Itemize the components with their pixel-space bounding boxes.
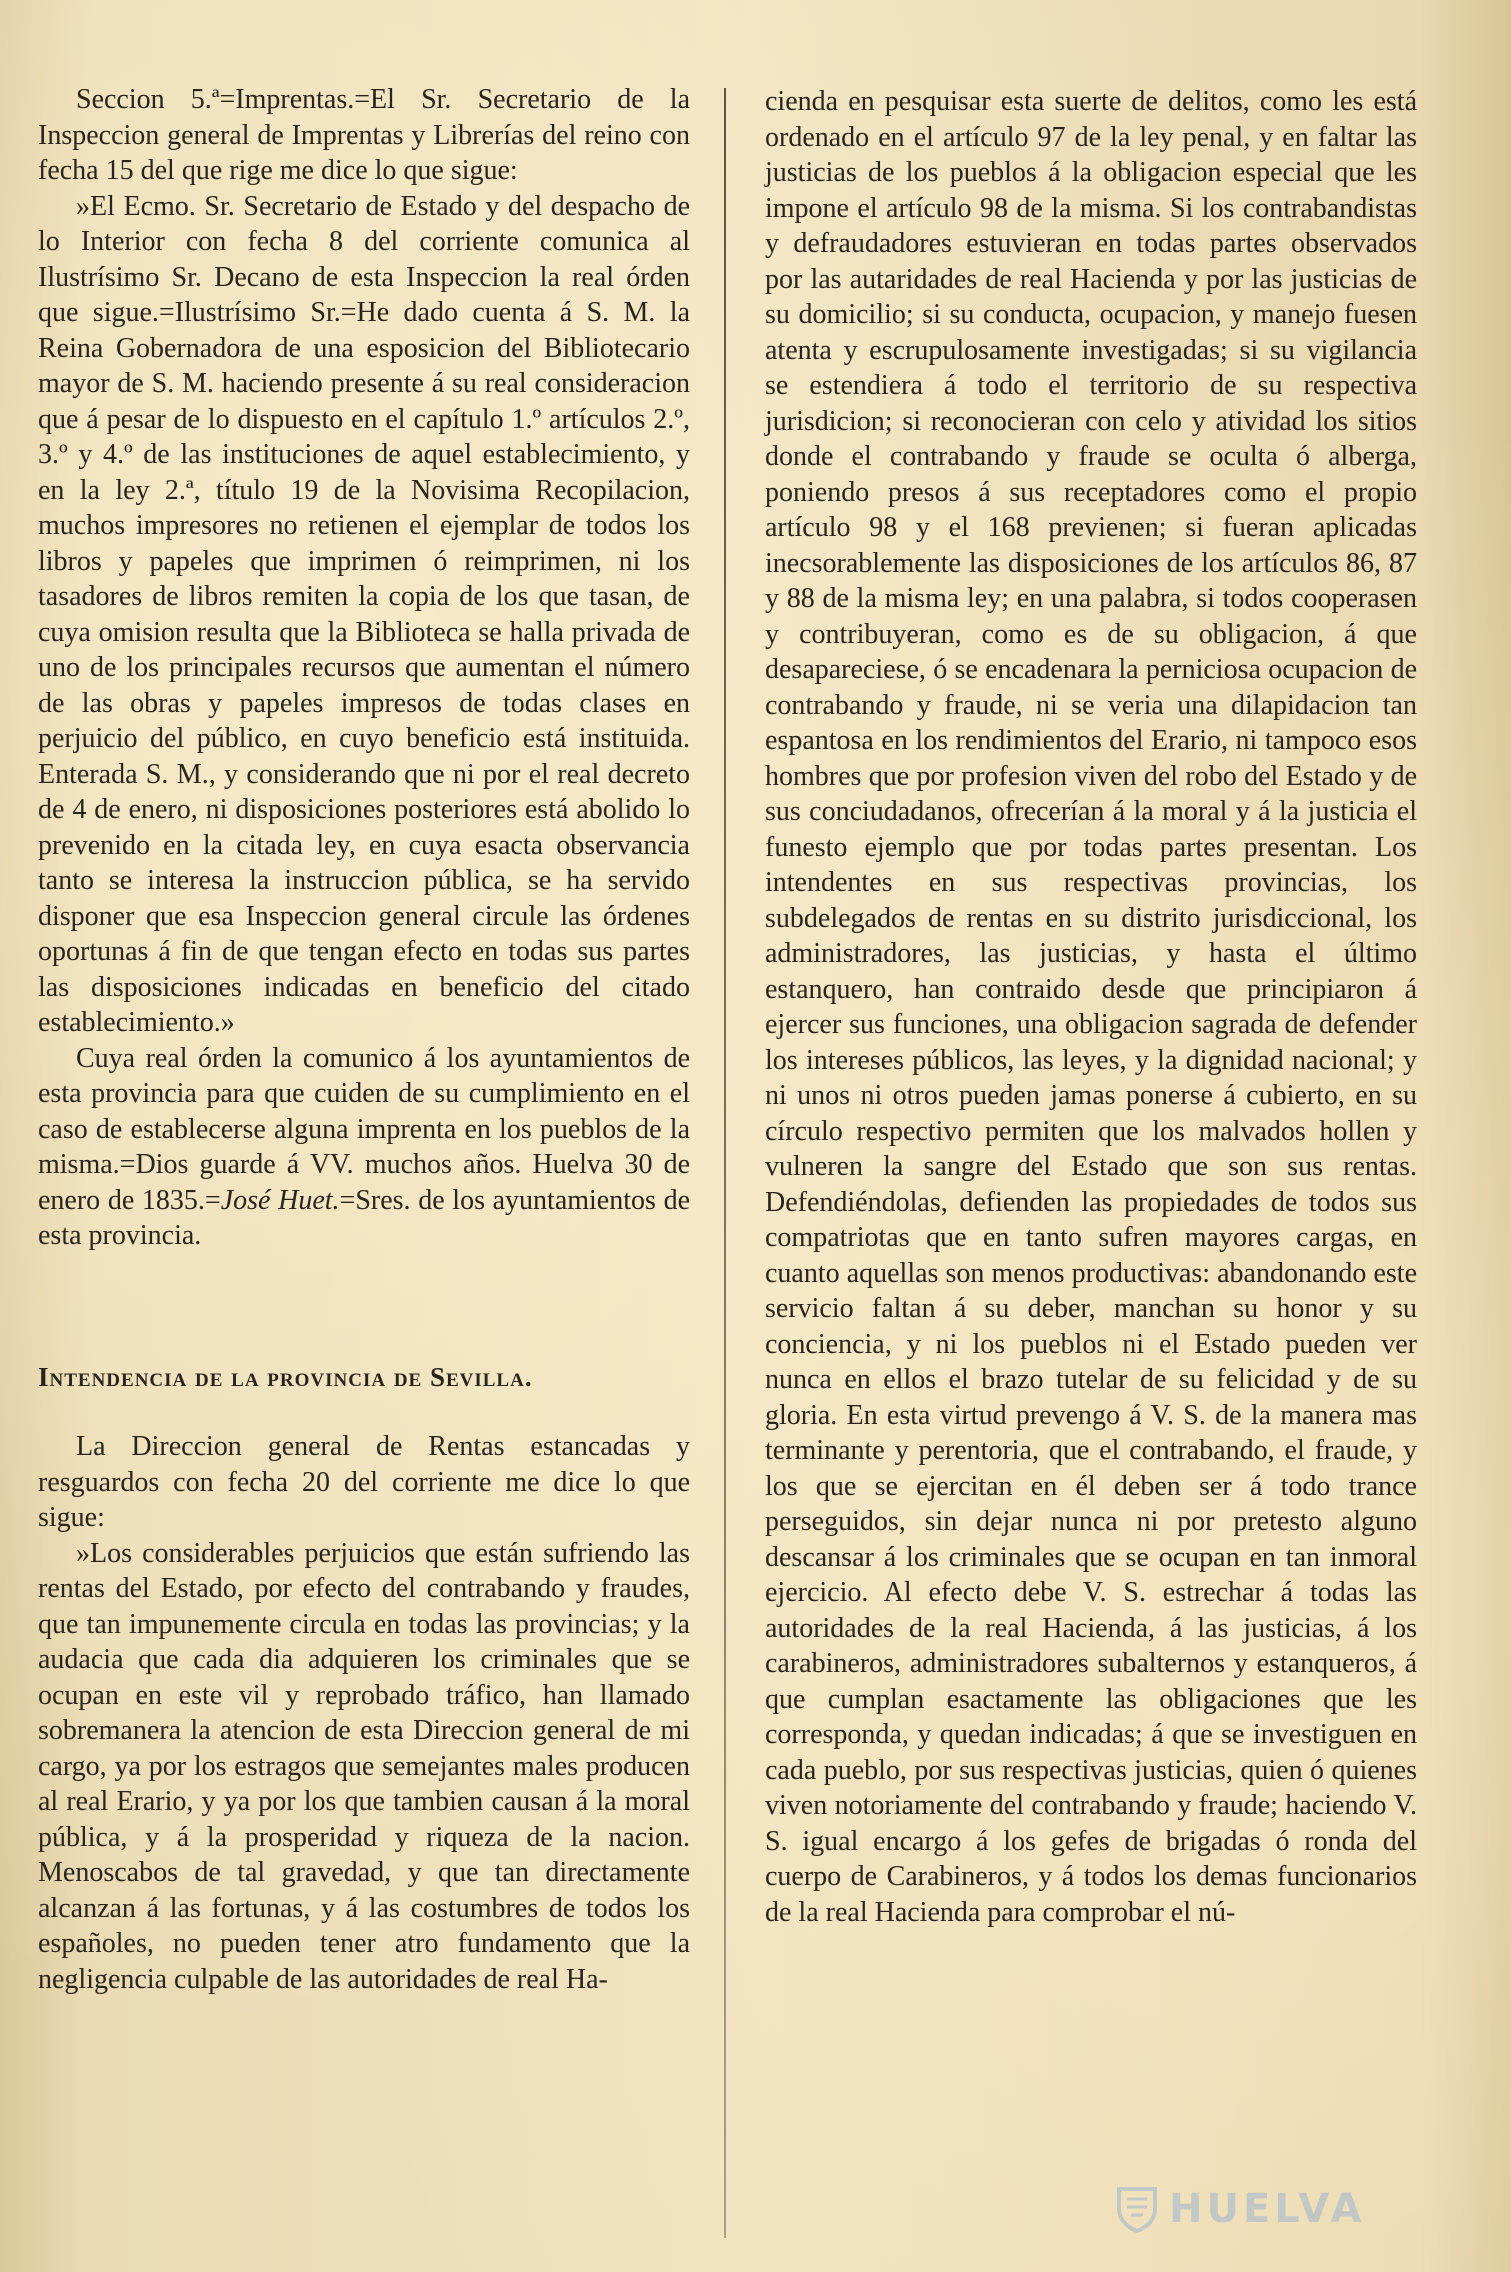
right-column: [765, 84, 1417, 1930]
comunicacion-tail: =Sres. de los ayuntamientos de esta provincia.: [38, 1184, 690, 1251]
comunicacion-text: Cuya real órden la comunico á los ayuntamientos de esta provincia para que cuiden de su cumplimiento en el caso de establecerse alguna imprenta en los pueblos de la misma.=Dios guarde á VV. muchos años. Huelva 30 de enero de 1835.=: [38, 1042, 690, 1216]
watermark: [1115, 2185, 1365, 2233]
watermark-text: HUELVA: [1169, 2186, 1366, 2232]
paragraph-direccion-intro: La Direccion general de Rentas estancadas y resguardos con fecha 20 del corriente me dice lo que sigue:: [38, 1431, 690, 1533]
signature: José Huet.: [220, 1184, 340, 1216]
paragraph-perjuicios: »Los considerables perjuicios que están sufriendo las rentas del Estado, por efecto del contrabando y fraudes, que tan impunemente circula en todas las provincias; y la audacia que cada dia adquieren los criminales que se ocupan en este vil y reprobado tráfico, han llamado sobremanera la atencion de esta Direccion general de mi cargo, ya por los estragos que semejantes males producen al real Erario, y ya por los que tambien causan á la moral pública, y á la prosperidad y riqueza de la nacion. Menoscabos de tal gravedad, y que tan directamente alcanzan á las fortunas, y á las costumbres de todos los españoles, no pueden tener atro fundamento que la negligencia culpable de las autoridades de real Ha-: [38, 1537, 690, 1995]
paragraph-continuacion: cienda en pesquisar esta suerte de delitos, como les está ordenado en el artículo 97 de la ley penal, y en faltar las justicias de los pueblos á la obligacion especial que les impone el artículo 98 de la misma. Si los contrabandistas y defraudadores estuvieran en todas partes observados por las autaridades de real Hacienda y por las justicias de su domicilio; si su conducta, ocupacion, y manejo fuesen atenta y escrupulosamente investigadas; si su vigilancia se estendiera á todo el territorio de su respectiva jurisdicion; si reconocieran con celo y atividad los sitios donde el contrabando y fraude se oculta ó alberga, poniendo presos á sus receptadores como el propio artículo 98 y el 168 previenen; si fueran aplicadas inecsorablemente las disposiciones de los artículos 86, 87 y 88 de la misma ley; en una palabra, si todos cooperasen y contribuyeran, como es de su obligacion, á que desapareciese, ó se encadenara la perniciosa ocupacion de contrabando y fraude, ni se veria una dilapidacion tan espantosa en los rendimientos del Erario, ni tampoco esos hombres que por profesion viven del robo del Estado y de sus conciudadanos, ofrecerían á la moral y á la justicia el funesto ejemplo que por todas partes presentan. Los intendentes en sus respectivas provincias, los subdelegados de rentas en su distrito jurisdiccional, los administradores, las justicias, y hasta el último estanquero, han contraido desde que principiaron á ejercer sus funciones, una obligacion sagrada de defender los intereses públicos, las leyes, y la dignidad nacional; y ni unos ni otros pueden jamas ponerse á cubierto, en su círculo respectivo permiten que los malvados hollen y vulneren la sangre del Estado que son sus rentas. Defendiéndolas, defienden las propiedades de todos sus compatriotas que en tanto sufren mayores cargas, en cuanto aquellas son menos productivas: abandonando este servicio faltan á su deber, manchan su honor y su conciencia, y ni los pueblos ni el Estado pueden ver nunca en ellos el brazo tutelar de su felicidad y de su gloria. En esta virtud prevengo á V. S. de la manera mas terminante y perentoria, que el contrabando, el fraude, y los que se ejercitan en él deben ser á todo trance perseguidos, sin dejar nunca ni por pretesto alguno descansar á los criminales que se ocupan en tan inmoral ejercicio. Al efecto debe V. S. estrechar á todas las autoridades de la real Hacienda, á las justicias, á los carabineros, administradores subalternos y estanqueros, á que cumplan esactamente las obligaciones que les corresponda, y quedan indicadas; á que se investiguen en cada pueblo, por sus respectivas justicias, quien ó quienes viven notoriamente del contrabando y fraude; haciendo V. S. igual encargo á los gefes de brigadas ó ronda del cuerpo de Carabineros, y á todos los demas funcionarios de la real Hacienda para comprobar el nú-: [765, 86, 1417, 1928]
paragraph-comunicacion: [38, 1041, 690, 1254]
column-divider: [724, 88, 726, 2238]
paragraph-imprentas-intro: Seccion 5.ª=Imprentas.=El Sr. Secretario de la Inspeccion general de Imprentas y Librerías del reino con fecha 15 del que rige me dice lo que sigue:: [38, 84, 690, 186]
left-column: [38, 82, 690, 1997]
paragraph-real-orden: »El Ecmo. Sr. Secretario de Estado y del despacho de lo Interior con fecha 8 del corriente comunica al Ilustrísimo Sr. Decano de esta Inspeccion la real órden que sigue.=Ilustrísimo Sr.=He dado cuenta á S. M. la Reina Gobernadora de una esposicion del Bibliotecario mayor de S. M. haciendo presente á su real consideracion que á pesar de lo dispuesto en el capítulo 1.º artículos 2.º, 3.º y 4.º de las instituciones de aquel establecimiento, y en la ley 2.ª, título 19 de la Novisima Recopilacion, muchos impresores no retienen el ejemplar de todos los libros y papeles que imprimen ó reimprimen, ni los tasadores de libros remiten la copia de los que tasan, de cuya omision resulta que la Biblioteca se halla privada de uno de los principales recursos que aumentan el número de las obras y papeles impresos de todas clases en perjuicio del público, en cuyo beneficio está instituida. Enterada S. M., y considerando que ni por el real decreto de 4 de enero, ni disposiciones posteriores está abolido lo prevenido en la citada ley, en cuya esacta observancia tanto se interesa la instruccion pública, se ha servido disponer que esa Inspeccion general circule las órdenes oportunas á fin de que tengan efecto en todas sus partes las disposiciones indicadas en beneficio del citado establecimiento.»: [38, 190, 690, 1038]
shield-icon: [1115, 2185, 1159, 2233]
section-heading: Intendencia de la provincia de Sevilla.: [38, 1361, 533, 1392]
